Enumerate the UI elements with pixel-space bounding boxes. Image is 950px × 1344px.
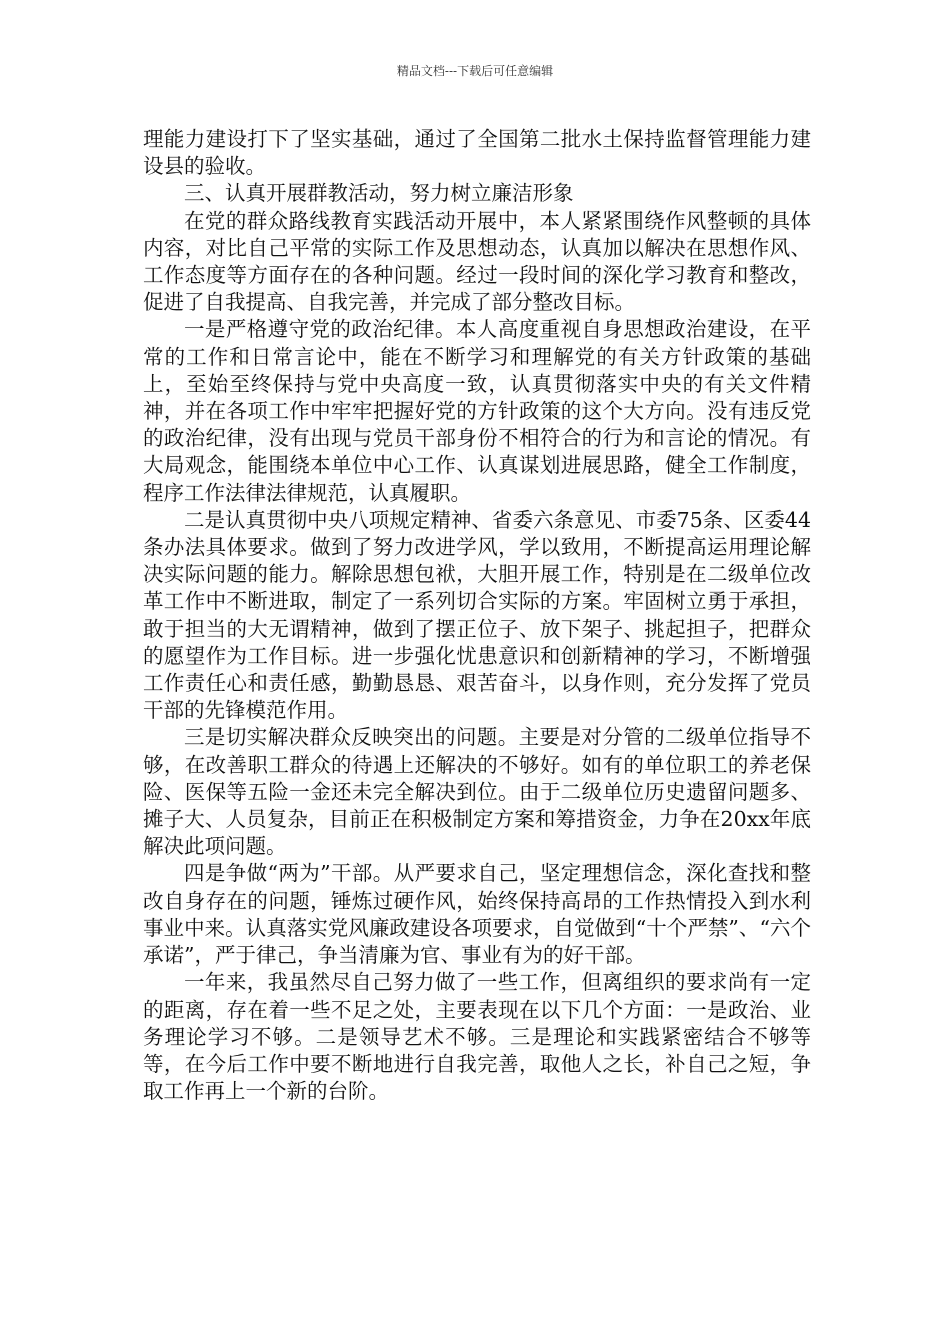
paragraph: 一是严格遵守党的政治纪律。本人高度重视自身思想政治建设，在平常的工作和日常言论中，能在不断学习和理解党的有关方针政策的基础上，至始至终保持与党中央高度一致，认真贯彻落实中央的有关文件精神，并在各项工作中牢牢把握好党的方针政策的这个大方向。没有违反党的政治纪律，没有出现与党员干部身份不相符合的行为和言论的情况。有大局观念，能围绕本单位中心工作、认真谋划进展思路，健全工作制度，程序工作法律法律规范，认真履职。 (143, 317, 811, 505)
document-body (143, 126, 811, 1105)
paragraph: 理能力建设打下了坚实基础，通过了全国第二批水土保持监督管理能力建设县的验收。 (143, 127, 811, 179)
paragraph: 三是切实解决群众反映突出的问题。主要是对分管的二级单位指导不够，在改善职工群众的待遇上还解决的不够好。如有的单位职工的养老保险、医保等五险一金还未完全解决到位。由于二级单位历史遗留问题多、摊子大、人员复杂，目前正在积极制定方案和筹措资金，力争在20xx年底解决此项问题。 (143, 725, 811, 859)
paragraph: 一年来，我虽然尽自己努力做了一些工作，但离组织的要求尚有一定的距离，存在着一些不足之处，主要表现在以下几个方面：一是政治、业务理论学习不够。二是领导艺术不够。三是理论和实践紧密结合不够等等，在今后工作中要不断地进行自我完善，取他人之长，补自己之短，争取工作再上一个新的台阶。 (143, 970, 811, 1104)
paragraph: 四是争做“两为”干部。从严要求自己，坚定理想信念，深化查找和整改自身存在的问题，锤炼过硬作风，始终保持高昂的工作热情投入到水利事业中来。认真落实党风廉政建设各项要求，自觉做到“十个严禁”、“六个承诺”，严于律己，争当清廉为官、事业有为的好干部。 (143, 861, 811, 968)
page-header: 精品文档---下载后可任意编辑 (396, 64, 554, 78)
paragraph: 在党的群众路线教育实践活动开展中，本人紧紧围绕作风整顿的具体内容，对比自己平常的实际工作及思想动态，认真加以解决在思想作风、工作态度等方面存在的各种问题。经过一段时间的深化学习教育和整改，促进了自我提高、自我完善，并完成了部分整改目标。 (143, 208, 811, 315)
section-heading: 三、认真开展群教活动，努力树立廉洁形象 (184, 181, 574, 206)
paragraph: 二是认真贯彻中央八项规定精神、省委六条意见、市委75条、区委44条办法具体要求。做到了努力改进学风，学以致用，不断提高运用理论解决实际问题的能力。解除思想包袱，大胆开展工作，特别是在二级单位改革工作中不断进取，制定了一系列切合实际的方案。牢固树立勇于承担，敢于担当的大无谓精神，做到了摆正位子、放下架子、挑起担子，把群众的愿望作为工作目标。进一步强化忧患意识和创新精神的学习，不断增强工作责任心和责任感，勤勤恳恳、艰苦奋斗，以身作则，充分发挥了党员干部的先锋模范作用。 (143, 507, 811, 723)
